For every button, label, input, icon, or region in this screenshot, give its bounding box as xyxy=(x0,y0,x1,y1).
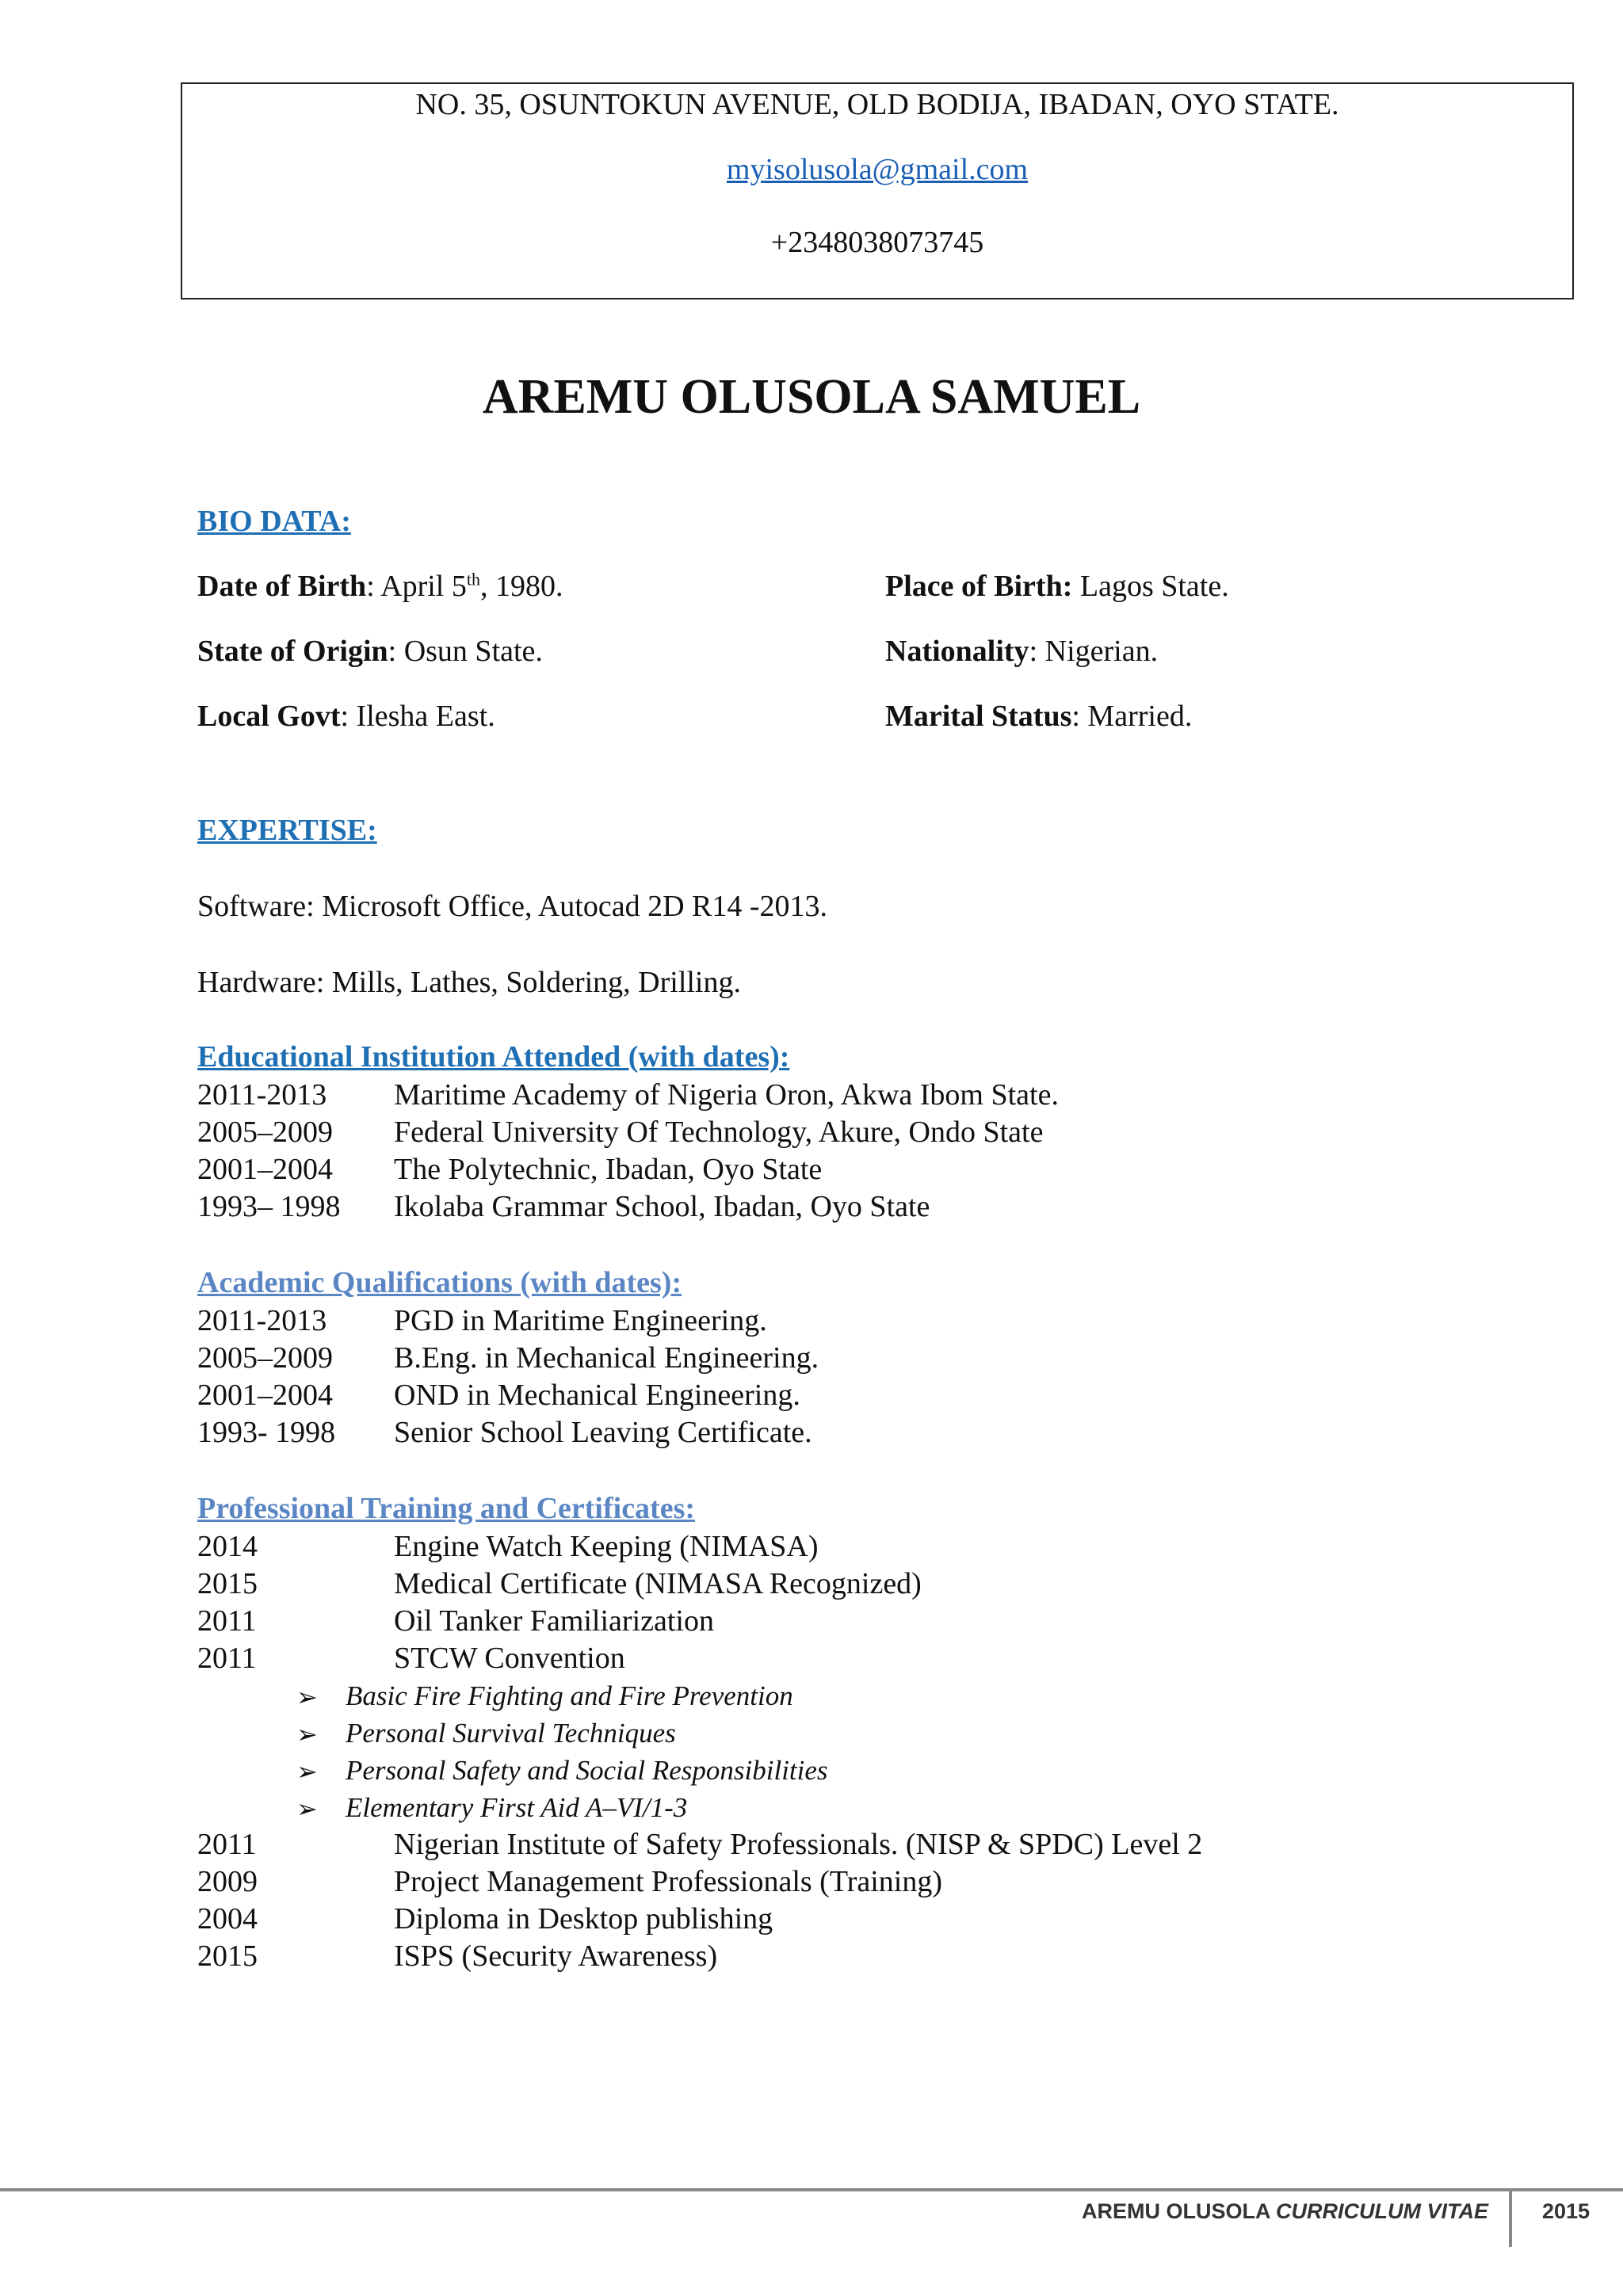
expertise-heading: EXPERTISE: xyxy=(197,814,377,847)
arrow-bullet-icon: ➢ xyxy=(296,1683,318,1711)
candidate-name: AREMU OLUSOLA SAMUEL xyxy=(482,370,1141,424)
arrow-bullet-icon: ➢ xyxy=(296,1794,318,1823)
stcw-item: ➢ Elementary First Aid A–VI/1-3 xyxy=(296,1792,688,1823)
footer-separator xyxy=(1509,2191,1512,2247)
place-of-birth: Place of Birth: Lagos State. xyxy=(885,570,1229,603)
arrow-bullet-icon: ➢ xyxy=(296,1720,318,1749)
stcw-item: ➢ Personal Safety and Social Responsibilities xyxy=(296,1755,828,1786)
bio-data-heading: BIO DATA: xyxy=(197,505,351,538)
qualifications-heading: Academic Qualifications (with dates): xyxy=(197,1266,682,1299)
arrow-bullet-icon: ➢ xyxy=(296,1757,318,1786)
local-govt: Local Govt: Ilesha East. xyxy=(197,700,495,733)
nationality: Nationality: Nigerian. xyxy=(885,635,1159,668)
date-of-birth: Date of Birth: April 5th, 1980. xyxy=(197,569,563,603)
education-heading: Educational Institution Attended (with dates): xyxy=(197,1040,790,1074)
stcw-item: ➢ Basic Fire Fighting and Fire Prevention xyxy=(296,1680,793,1711)
footer-title: AREMU OLUSOLA CURRICULUM VITAE xyxy=(1082,2199,1488,2223)
hardware-skills: Hardware: Mills, Lathes, Soldering, Drilling. xyxy=(197,966,741,999)
email-link[interactable]: myisolusola@gmail.com xyxy=(726,153,1029,186)
stcw-item: ➢ Personal Survival Techniques xyxy=(296,1718,676,1749)
phone-number: +2348038073745 xyxy=(770,226,984,259)
state-of-origin: State of Origin: Osun State. xyxy=(197,635,543,668)
footer-divider xyxy=(0,2188,1623,2191)
contact-box xyxy=(181,82,1574,299)
software-skills: Software: Microsoft Office, Autocad 2D R14 -2013. xyxy=(197,890,828,923)
footer-year: 2015 xyxy=(1542,2199,1591,2223)
training-heading: Professional Training and Certificates: xyxy=(197,1492,696,1525)
address: NO. 35, OSUNTOKUN AVENUE, OLD BODIJA, IBADAN, OYO STATE. xyxy=(415,88,1339,121)
marital-status: Marital Status: Married. xyxy=(885,700,1193,733)
